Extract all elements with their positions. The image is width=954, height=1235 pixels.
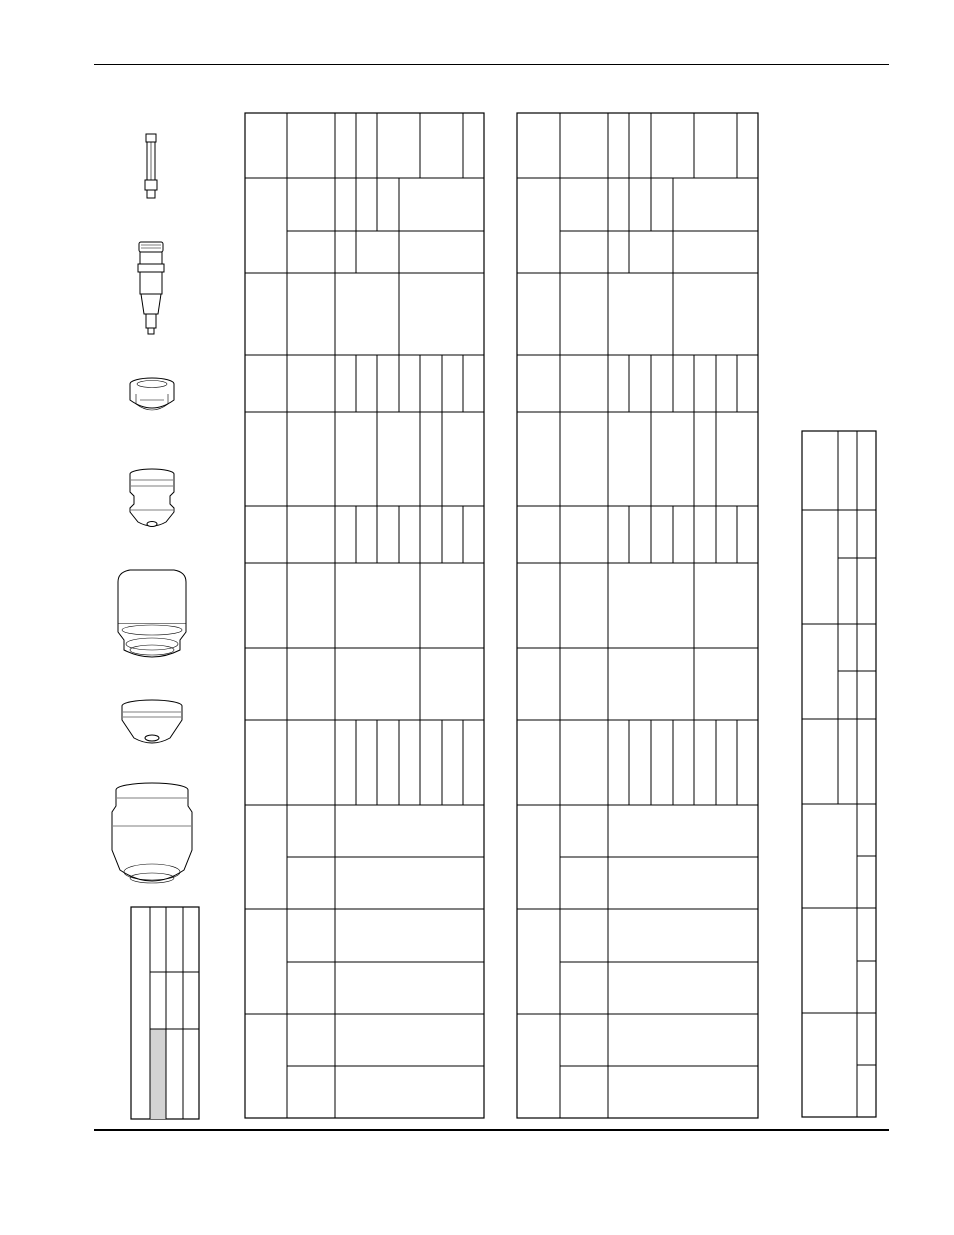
water-tube-icon [138, 242, 164, 334]
electrode-long-icon [145, 134, 157, 198]
nozzle-icon [130, 469, 174, 527]
process-table-left [245, 113, 484, 1118]
outer-retaining-cap-icon [112, 783, 192, 883]
process-table-right [517, 113, 758, 1118]
retaining-cap-icon [118, 570, 186, 657]
legend-box [131, 907, 199, 1119]
swirl-ring-icon [130, 378, 174, 410]
settings-table [802, 431, 876, 1117]
legend-shaded-cell [150, 1029, 166, 1119]
shield-icon [122, 700, 182, 743]
